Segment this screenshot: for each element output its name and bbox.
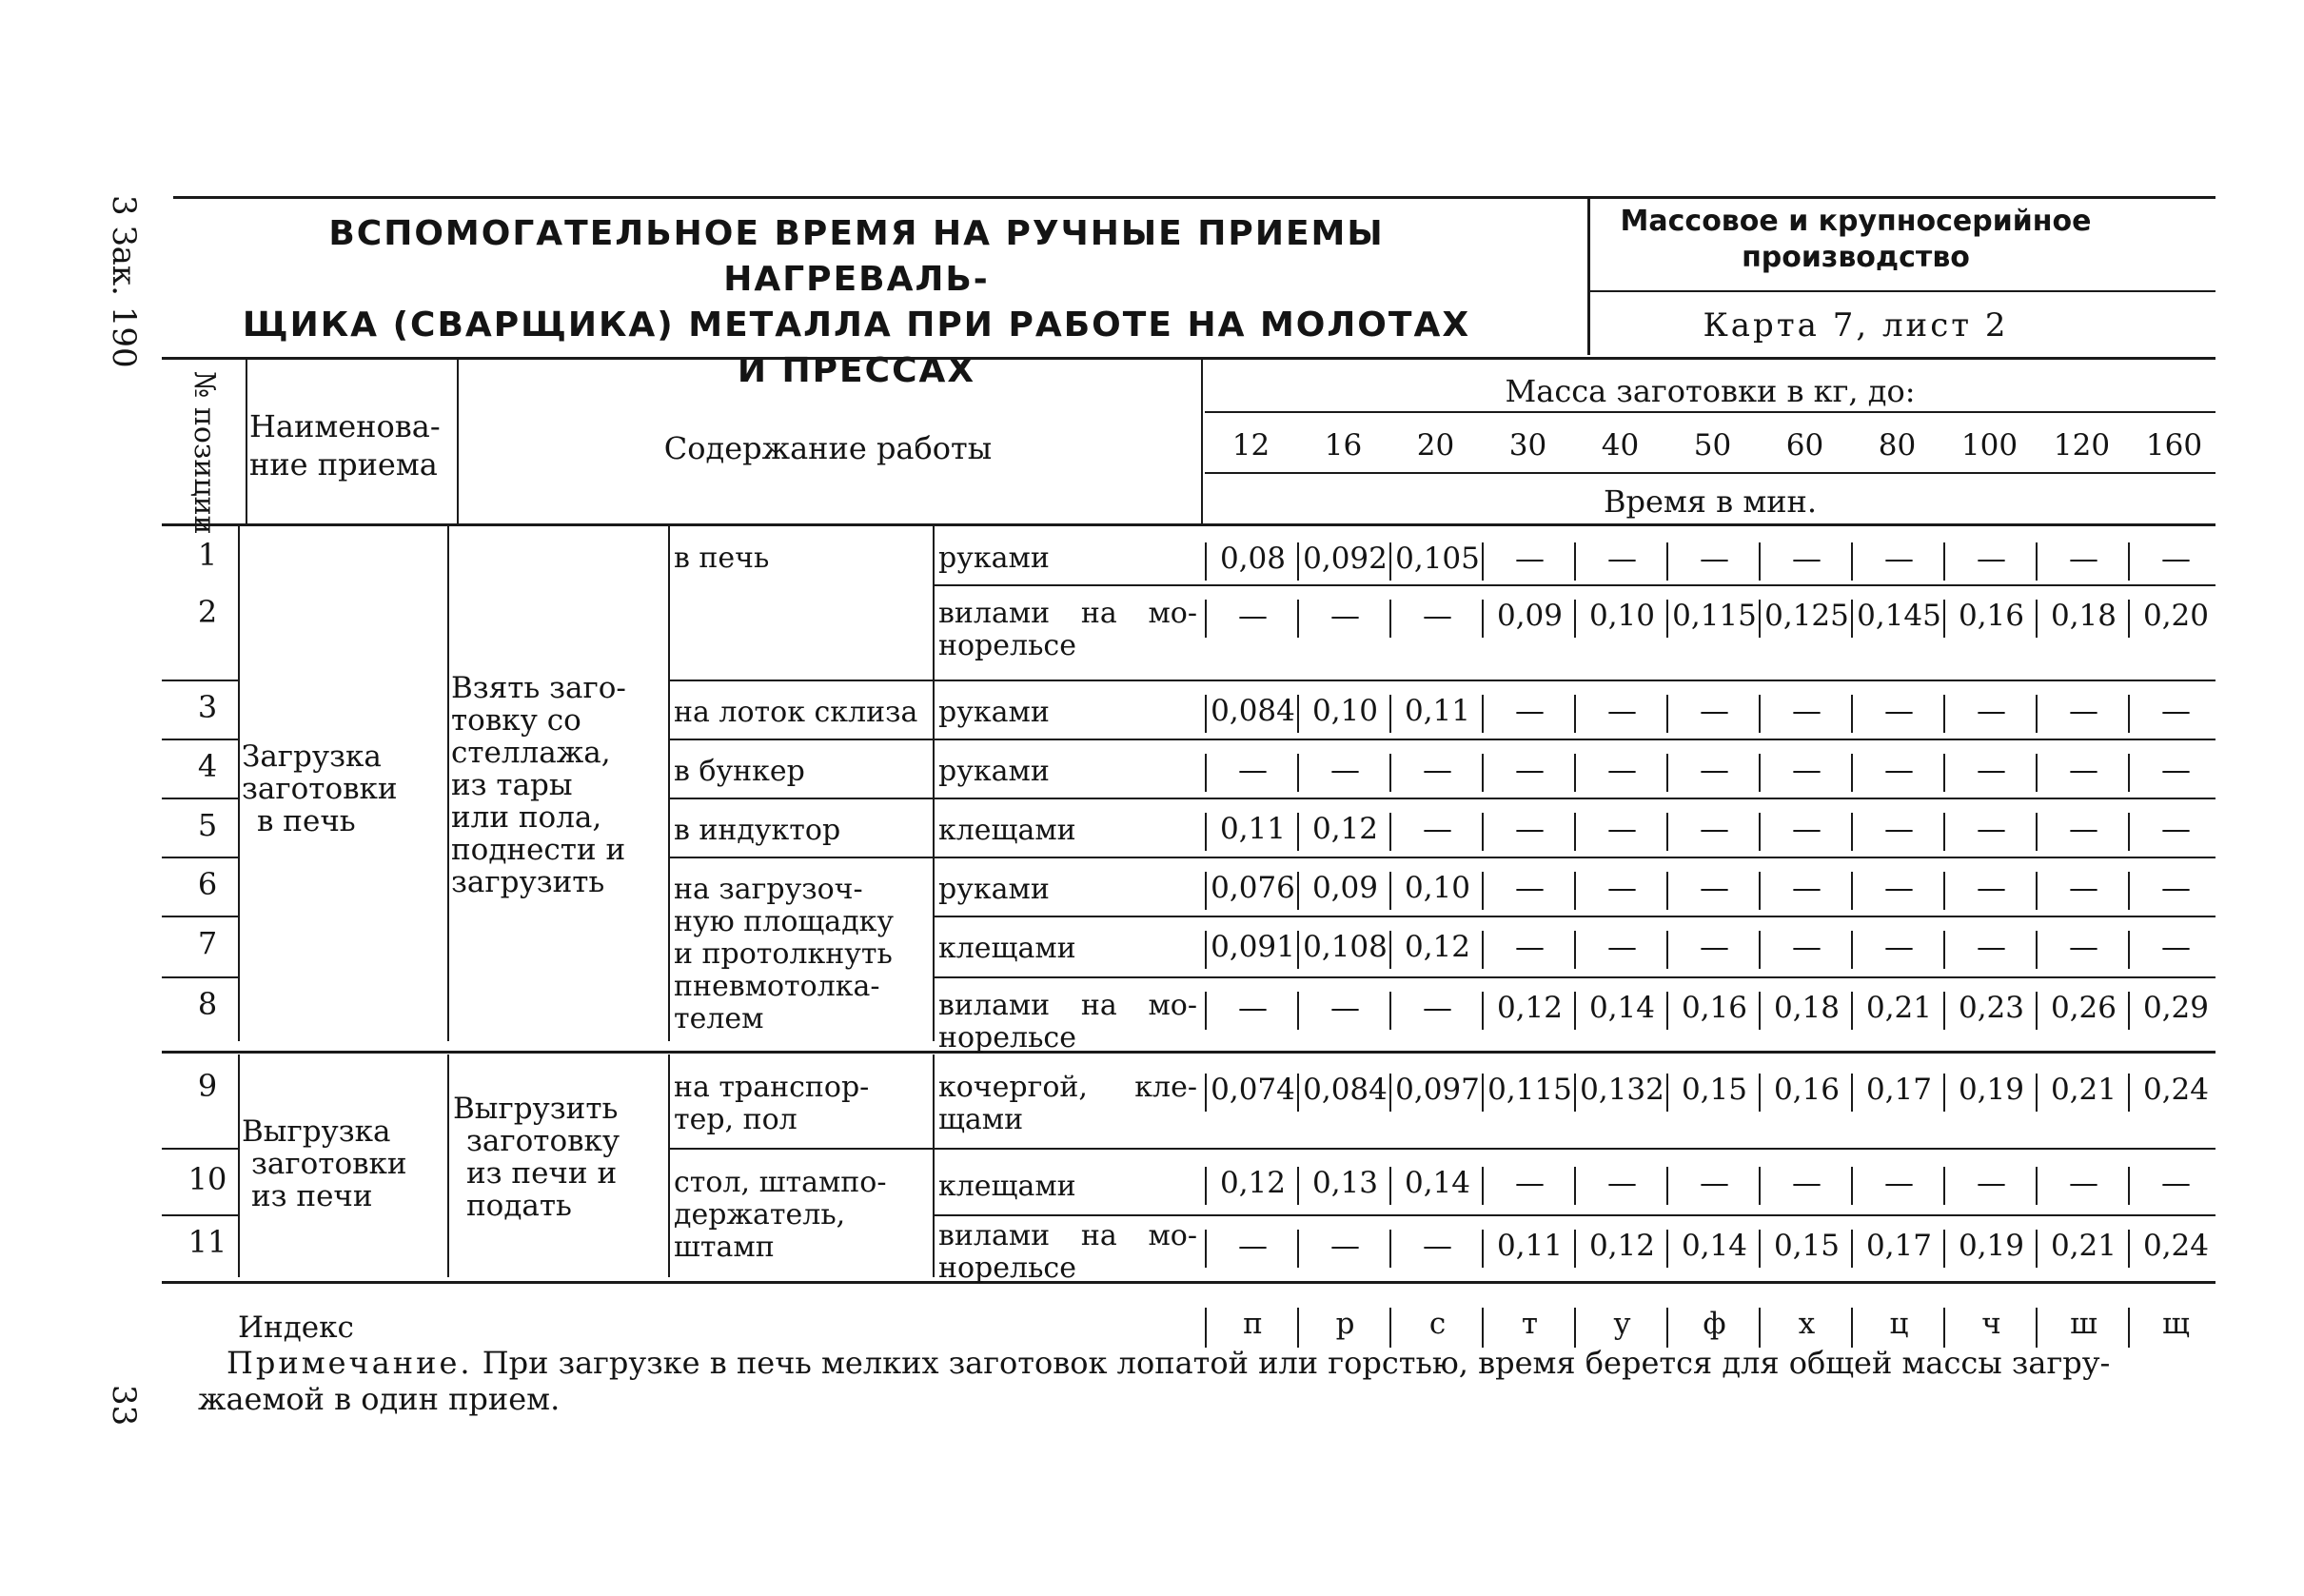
rule	[933, 526, 935, 1041]
time-value: 0,18	[1759, 992, 1853, 1030]
time-value: 0,115	[1482, 1074, 1576, 1112]
time-value: —	[2128, 813, 2222, 851]
row-number: 2	[197, 594, 218, 630]
index-code: х	[1759, 1308, 1853, 1348]
index-code: п	[1205, 1308, 1299, 1348]
tool-cell: руками	[938, 755, 1050, 788]
row-rule	[162, 680, 238, 681]
name-header: Наименова- ние приема	[249, 408, 441, 483]
time-value: 0,092	[1297, 542, 1391, 581]
time-value: 0,24	[2128, 1230, 2222, 1268]
time-value: 0,076	[1205, 872, 1299, 910]
time-value: —	[2036, 872, 2130, 910]
time-value: —	[2036, 931, 2130, 969]
row-rule	[670, 857, 2215, 858]
row-rule	[162, 798, 238, 799]
time-value: —	[1851, 813, 1945, 851]
header-divider	[1587, 198, 1590, 355]
production-rule	[1589, 290, 2215, 292]
time-value: 0,074	[1205, 1074, 1299, 1112]
time-value: 0,12	[1389, 931, 1484, 969]
mass-rule	[1205, 411, 2215, 413]
time-value: 0,11	[1205, 813, 1299, 851]
content-header: Содержание работы	[663, 430, 993, 466]
mass-12: 12	[1231, 428, 1270, 463]
time-value: 0,16	[1666, 992, 1761, 1030]
rule	[933, 1054, 935, 1277]
time-value: —	[1205, 1230, 1299, 1268]
row-rule	[162, 857, 238, 858]
time-value: —	[1482, 813, 1576, 851]
row-number: 11	[187, 1224, 227, 1260]
row-rule	[670, 798, 2215, 799]
target-conveyor: на транспор- тер, пол	[674, 1071, 870, 1136]
time-value: 0,18	[2036, 600, 2130, 638]
time-value: —	[1297, 754, 1391, 792]
mass-120: 120	[2053, 428, 2111, 463]
time-value: 0,13	[1297, 1167, 1391, 1205]
row-rule	[162, 976, 238, 978]
rule	[457, 360, 459, 523]
row-number: 5	[197, 807, 218, 843]
time-value: —	[1574, 931, 1668, 969]
time-value: —	[1759, 931, 1853, 969]
time-value: —	[1482, 872, 1576, 910]
time-value: —	[2128, 754, 2222, 792]
time-value: —	[1851, 872, 1945, 910]
tool-cell: кочергой, кле- щами	[938, 1071, 1197, 1136]
time-value: 0,125	[1759, 600, 1853, 638]
row-rule	[670, 1148, 2215, 1150]
tool-cell: вилами на мо- норельсе	[938, 1219, 1197, 1285]
row-number: 8	[197, 986, 218, 1022]
time-value: —	[1943, 813, 2038, 851]
mass-20: 20	[1416, 428, 1455, 463]
index-code: щ	[2128, 1308, 2222, 1348]
index-code: ч	[1943, 1308, 2038, 1348]
time-value: —	[1666, 1167, 1761, 1205]
footnote: Примечание. При загрузке в печь мелких заготовок лопатой или горстью, время берется для общей массы загру- жаемой в один прием.	[198, 1345, 2111, 1417]
time-value: 0,15	[1666, 1074, 1761, 1112]
header-bottom-rule	[162, 523, 2215, 526]
time-value: 0,091	[1205, 931, 1299, 969]
index-code: ш	[2036, 1308, 2130, 1348]
mass-100: 100	[1960, 428, 2018, 463]
time-value: 0,08	[1205, 542, 1299, 581]
tool-cell: руками	[938, 542, 1050, 575]
mass-30: 30	[1508, 428, 1547, 463]
time-value: —	[1482, 931, 1576, 969]
time-value: 0,17	[1851, 1230, 1945, 1268]
time-value: 0,29	[2128, 992, 2222, 1030]
time-value: —	[2128, 695, 2222, 733]
rule	[246, 360, 247, 523]
card-sheet: Карта 7, лист 2	[1703, 306, 2009, 345]
mass-50: 50	[1693, 428, 1732, 463]
row-number: 1	[197, 537, 218, 573]
time-value: —	[2128, 872, 2222, 910]
row-number: 7	[197, 925, 218, 961]
time-value: 0,12	[1574, 1230, 1668, 1268]
row-number: 4	[197, 748, 218, 784]
time-value: —	[2036, 695, 2130, 733]
time-value: —	[1943, 872, 2038, 910]
time-value: 0,10	[1574, 600, 1668, 638]
time-value: —	[1851, 695, 1945, 733]
rule	[1201, 360, 1203, 523]
tool-cell: руками	[938, 873, 1050, 906]
mass-16: 16	[1324, 428, 1363, 463]
time-value: —	[1666, 872, 1761, 910]
time-value: 0,145	[1851, 600, 1945, 638]
time-value: —	[1943, 931, 2038, 969]
index-code: с	[1389, 1308, 1484, 1348]
group-action-unloading: Выгрузить заготовку из печи и подать	[453, 1092, 620, 1223]
row-number: 9	[197, 1068, 218, 1104]
target-die-holder: стол, штампо- держатель, штамп	[674, 1166, 887, 1264]
row-rule	[670, 739, 2215, 740]
time-value: —	[2036, 542, 2130, 581]
index-code: ф	[1666, 1308, 1761, 1348]
time-value: —	[1759, 1167, 1853, 1205]
time-value: —	[1574, 872, 1668, 910]
row-rule	[670, 680, 2215, 681]
time-value: 0,16	[1943, 600, 2038, 638]
time-value: 0,21	[1851, 992, 1945, 1030]
time-value: 0,17	[1851, 1074, 1945, 1112]
time-value: —	[1205, 754, 1299, 792]
time-value: 0,12	[1482, 992, 1576, 1030]
time-value: 0,108	[1297, 931, 1391, 969]
time-value: —	[1666, 695, 1761, 733]
time-value: —	[1297, 992, 1391, 1030]
time-value: —	[1297, 600, 1391, 638]
row-rule	[935, 976, 2215, 978]
time-value: —	[1389, 754, 1484, 792]
time-value: 0,21	[2036, 1074, 2130, 1112]
time-value: —	[1574, 542, 1668, 581]
time-header: Время в мин.	[1603, 483, 1818, 520]
index-code: ц	[1851, 1308, 1945, 1348]
target-inductor: в индуктор	[674, 814, 841, 847]
time-value: 0,097	[1389, 1074, 1484, 1112]
time-value: 0,09	[1297, 872, 1391, 910]
time-value: —	[2036, 1167, 2130, 1205]
time-value: —	[1574, 695, 1668, 733]
time-value: —	[1389, 813, 1484, 851]
time-value: 0,11	[1389, 695, 1484, 733]
group-name-loading: Загрузка заготовки в печь	[242, 739, 398, 838]
time-value: —	[1482, 695, 1576, 733]
row-rule	[162, 1148, 238, 1150]
time-value: 0,115	[1666, 600, 1761, 638]
time-value: 0,12	[1297, 813, 1391, 851]
time-value: —	[1759, 542, 1853, 581]
position-header: № позиции	[187, 371, 221, 535]
time-value: 0,19	[1943, 1230, 2038, 1268]
time-value: 0,09	[1482, 600, 1576, 638]
index-code: у	[1574, 1308, 1668, 1348]
time-value: 0,11	[1482, 1230, 1576, 1268]
time-value: —	[1666, 813, 1761, 851]
time-value: 0,20	[2128, 600, 2222, 638]
time-value: 0,10	[1389, 872, 1484, 910]
mass-80: 80	[1878, 428, 1917, 463]
time-value: 0,21	[2036, 1230, 2130, 1268]
row-number: 6	[197, 866, 218, 902]
time-value: —	[1943, 1167, 2038, 1205]
time-value: —	[1943, 542, 2038, 581]
time-value: —	[2128, 931, 2222, 969]
time-value: 0,14	[1389, 1167, 1484, 1205]
tool-cell: клещами	[938, 932, 1076, 965]
production-type: Массовое и крупносерийное производство	[1620, 205, 2092, 274]
rule	[447, 526, 449, 1041]
time-value: 0,14	[1666, 1230, 1761, 1268]
time-value: —	[1851, 1167, 1945, 1205]
time-value: 0,14	[1574, 992, 1668, 1030]
time-value: —	[2128, 1167, 2222, 1205]
target-furnace: в печь	[674, 542, 770, 575]
time-value: —	[1574, 754, 1668, 792]
time-value: 0,24	[2128, 1074, 2222, 1112]
mass-160: 160	[2145, 428, 2203, 463]
time-value: —	[1759, 695, 1853, 733]
time-value: —	[2036, 813, 2130, 851]
mass-header: Масса заготовки в кг, до:	[1505, 373, 1916, 409]
row-rule	[935, 916, 2215, 917]
page-title: ВСПОМОГАТЕЛЬНОЕ ВРЕМЯ НА РУЧНЫЕ ПРИЕМЫ НАГРЕВАЛЬ- ЩИКА (СВАРЩИКА) МЕТАЛЛА ПРИ РАБОТЕ НА МОЛОТАХ И ПРЕССАХ	[242, 214, 1471, 390]
time-value: —	[1205, 600, 1299, 638]
index-code: т	[1482, 1308, 1576, 1348]
time-value: —	[1759, 872, 1853, 910]
time-value: 0,26	[2036, 992, 2130, 1030]
time-value: —	[1851, 754, 1945, 792]
row-number: 3	[197, 689, 218, 725]
tool-cell: вилами на мо- норельсе	[938, 989, 1197, 1054]
time-value: —	[1205, 992, 1299, 1030]
time-value: 0,19	[1943, 1074, 2038, 1112]
time-value: —	[1389, 992, 1484, 1030]
time-value: —	[1389, 1230, 1484, 1268]
time-value: 0,084	[1297, 1074, 1391, 1112]
mass-40: 40	[1601, 428, 1640, 463]
row-rule	[935, 584, 2215, 586]
time-value: —	[1389, 600, 1484, 638]
row-rule	[162, 916, 238, 917]
time-value: 0,084	[1205, 695, 1299, 733]
rule	[668, 526, 670, 1041]
tool-cell: вилами на мо- норельсе	[938, 597, 1197, 662]
time-value: —	[1482, 754, 1576, 792]
time-value: —	[1666, 754, 1761, 792]
time-value: 0,12	[1205, 1167, 1299, 1205]
time-value: 0,10	[1297, 695, 1391, 733]
time-value: —	[1482, 542, 1576, 581]
time-value: 0,105	[1389, 542, 1484, 581]
group-name-unloading: Выгрузка заготовки из печи	[242, 1114, 407, 1213]
time-value: 0,23	[1943, 992, 2038, 1030]
mass-60: 60	[1785, 428, 1824, 463]
target-platform: на загрузоч- ную площадку и протолкнуть пневмотолка- телем	[674, 873, 895, 1035]
time-value: 0,15	[1759, 1230, 1853, 1268]
tool-cell: клещами	[938, 814, 1076, 847]
time-value: 0,132	[1574, 1074, 1668, 1112]
target-chute: на лоток склиза	[674, 696, 918, 729]
top-rule	[173, 196, 2215, 199]
time-value: —	[1759, 754, 1853, 792]
time-value: —	[1574, 813, 1668, 851]
row-rule	[935, 1214, 2215, 1216]
row-rule	[162, 1214, 238, 1216]
time-rule	[1205, 472, 2215, 474]
page-number: 33	[105, 1385, 143, 1427]
tool-cell: клещами	[938, 1170, 1076, 1203]
time-value: 0,16	[1759, 1074, 1853, 1112]
time-value: —	[1574, 1167, 1668, 1205]
table-top-rule	[162, 357, 2215, 360]
tool-cell: руками	[938, 696, 1050, 729]
time-value: —	[1851, 931, 1945, 969]
time-value: —	[1297, 1230, 1391, 1268]
row-rule	[162, 739, 238, 740]
time-value: —	[1851, 542, 1945, 581]
rule	[447, 1054, 449, 1277]
row-number: 10	[187, 1161, 227, 1197]
time-value: —	[2036, 754, 2130, 792]
time-value: —	[1943, 754, 2038, 792]
time-value: —	[1759, 813, 1853, 851]
group-action-loading: Взять заго- товку со стеллажа, из тары или пола, поднести и загрузить	[451, 671, 626, 899]
rule	[668, 1054, 670, 1277]
time-value: —	[1666, 542, 1761, 581]
time-value: —	[1666, 931, 1761, 969]
time-value: —	[1482, 1167, 1576, 1205]
time-value: —	[2128, 542, 2222, 581]
time-value: —	[1943, 695, 2038, 733]
archive-mark: 3 Зак. 190	[105, 195, 143, 368]
index-code: р	[1297, 1308, 1391, 1348]
index-label: Индекс	[238, 1310, 354, 1345]
target-bunker: в бункер	[674, 755, 805, 788]
